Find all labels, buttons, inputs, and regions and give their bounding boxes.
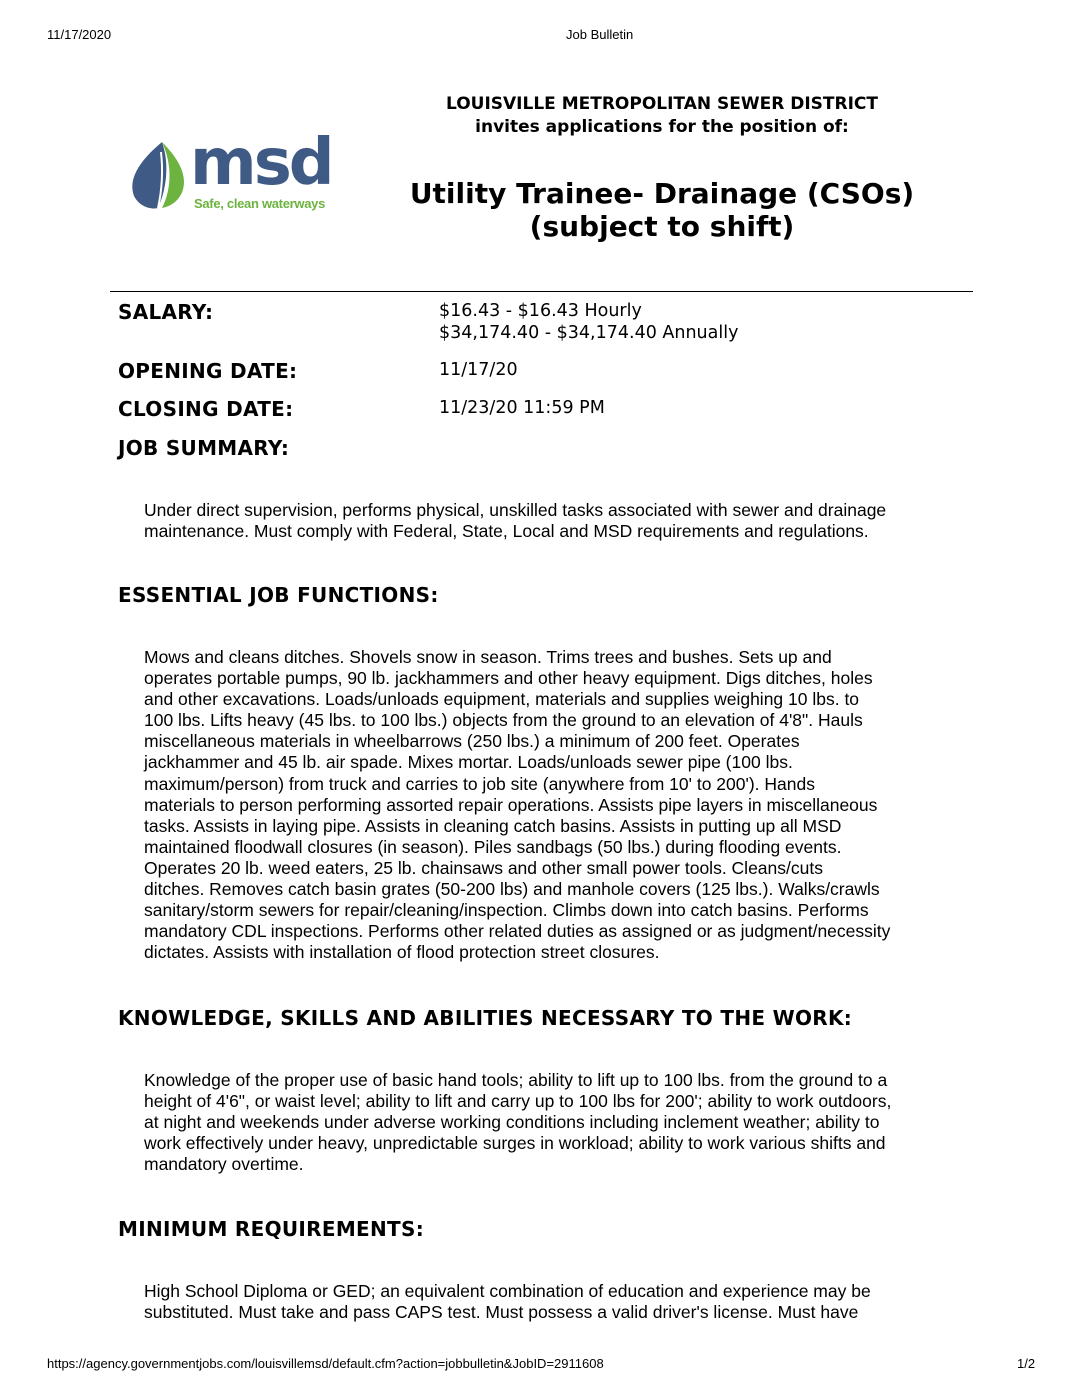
essential-line: ditches. Removes catch basin grates (50-200 lbs) and manhole covers (125 lbs.). Walks/crawls <box>144 879 880 900</box>
position-title-line1: Utility Trainee- Drainage (CSOs) <box>409 177 915 210</box>
ksa-text <box>144 1070 944 1175</box>
minimum-line: High School Diploma or GED; an equivalent combination of education and experience may be <box>144 1281 871 1301</box>
position-title-line2: (subject to shift) <box>529 210 795 243</box>
essential-line: maximum/person) from truck and carries to job site (anywhere from 10' to 200'). Hands <box>144 773 815 794</box>
employer-name: LOUISVILLE METROPOLITAN SEWER DISTRICT <box>445 94 879 114</box>
essential-line: dictates. Assists with installation of flood protection street closures. <box>144 942 660 963</box>
essential-line: 100 lbs. Lifts heavy (45 lbs. to 100 lbs.) objects from the ground to an elevation of 4'8". Hauls <box>144 710 863 731</box>
ksa-line: work effectively under heavy, unpredictable surges in workload; ability to work various shifts and <box>144 1133 886 1154</box>
page-number: 1/2 <box>1017 1356 1036 1371</box>
essential-line: materials to person performing assorted repair operations. Assists pipe layers in miscellaneous <box>144 794 878 815</box>
minimum-requirements-text <box>144 1281 944 1323</box>
essential-line: jackhammer and 45 lb. air spade. Mixes mortar. Loads/unloads sewer pipe (100 lbs. <box>144 752 793 773</box>
ksa-line: height of 4'6", or waist level; ability to lift and carry up to 100 lbs for 200'; ability to work outdoors, <box>144 1091 892 1112</box>
salary-annual: $34,174.40 - $34,174.40 Annually <box>439 323 739 343</box>
logo-wordmark: msd <box>190 126 332 200</box>
essential-line: operates portable pumps, 90 lb. jackhammers and other heavy equipment. Digs ditches, holes <box>144 668 873 689</box>
summary-line: maintenance. Must comply with Federal, State, Local and MSD requirements and regulations. <box>144 521 869 542</box>
opening-date-value: 11/17/20 <box>439 360 518 380</box>
essential-line: Mows and cleans ditches. Shovels snow in season. Trims trees and bushes. Sets up and <box>144 647 832 667</box>
salary-hourly: $16.43 - $16.43 Hourly <box>439 301 642 321</box>
minimum-line: substituted. Must take and pass CAPS test. Must possess a valid driver's license. Must have <box>144 1302 859 1323</box>
ksa-line: mandatory overtime. <box>144 1154 304 1175</box>
essential-line: maintained floodwall closures (in season). Piles sandbags (50 lbs.) during flooding events. <box>144 836 842 857</box>
opening-date-label: OPENING DATE: <box>118 359 298 383</box>
print-date: 11/17/2020 <box>47 27 112 42</box>
job-summary-text <box>144 500 944 542</box>
employer-block <box>360 93 964 139</box>
job-summary-label: JOB SUMMARY: <box>118 436 290 460</box>
employer-invite: invites applications for the position of: <box>475 117 849 137</box>
ksa-line: Knowledge of the proper use of basic hand tools; ability to lift up to 100 lbs. from the ground to a <box>144 1070 888 1090</box>
divider <box>110 291 973 292</box>
minimum-requirements-heading: MINIMUM REQUIREMENTS: <box>118 1217 424 1241</box>
position-title <box>360 177 964 243</box>
summary-line: Under direct supervision, performs physical, unskilled tasks associated with sewer and drainage <box>144 500 887 520</box>
essential-functions-text <box>144 647 944 963</box>
ksa-line: at night and weekends under adverse working conditions including inclement weather; ability to <box>144 1112 880 1133</box>
essential-line: mandatory CDL inspections. Performs other related duties as assigned or as judgment/necessity <box>144 921 891 942</box>
ksa-heading: KNOWLEDGE, SKILLS AND ABILITIES NECESSARY TO THE WORK: <box>118 1006 853 1030</box>
msd-logo <box>128 126 343 215</box>
print-title: Job Bulletin <box>566 27 634 42</box>
salary-label: SALARY: <box>118 300 214 324</box>
closing-date-value: 11/23/20 11:59 PM <box>439 398 605 418</box>
essential-line: Operates 20 lb. weed eaters, 25 lb. chainsaws and other small power tools. Cleans/cuts <box>144 857 823 878</box>
essential-functions-heading: ESSENTIAL JOB FUNCTIONS: <box>118 583 439 607</box>
closing-date-label: CLOSING DATE: <box>118 397 294 421</box>
essential-line: tasks. Assists in laying pipe. Assists in cleaning catch basins. Assists in putting up all MSD <box>144 815 842 836</box>
footer-url[interactable]: https://agency.governmentjobs.com/louisvillemsd/default.cfm?action=jobbulletin&JobID=2911608 <box>47 1356 604 1371</box>
essential-line: sanitary/storm sewers for repair/cleaning/inspection. Climbs down into catch basins. Performs <box>144 900 869 921</box>
essential-line: and other excavations. Loads/unloads equipment, materials and supplies weighing 10 lbs. to <box>144 689 860 710</box>
essential-line: miscellaneous materials in wheelbarrows (250 lbs.) a minimum of 200 feet. Operates <box>144 731 800 752</box>
logo-tagline: Safe, clean waterways <box>194 196 326 211</box>
